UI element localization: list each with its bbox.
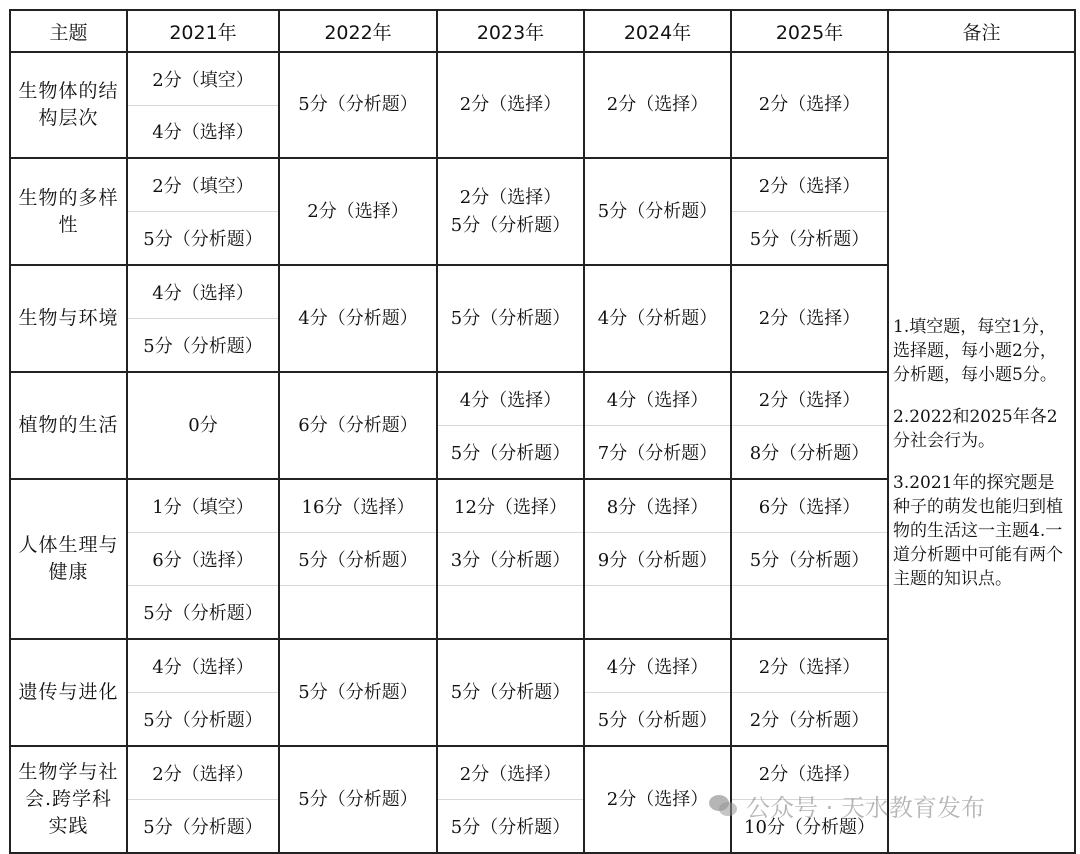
- score-list: [438, 480, 583, 638]
- score-cell-2025: [731, 372, 888, 479]
- score-list: [585, 159, 730, 264]
- score-entry: 16分（选择）: [301, 497, 415, 518]
- score-entry: 5分（分析题）: [298, 681, 418, 703]
- topic-cell: 生物与环境: [10, 265, 127, 372]
- score-entry: 1分（填空）: [152, 497, 254, 518]
- score-list: [585, 640, 730, 745]
- score-entry: 2分（选择）: [758, 657, 861, 678]
- score-entry: 4分（选择）: [606, 657, 709, 678]
- score-entry: 0分: [188, 414, 218, 436]
- score-entry: 5分（分析题）: [450, 214, 571, 236]
- score-cell-2024: [584, 265, 731, 372]
- score-cell-2022: [279, 52, 437, 158]
- score-list: [732, 480, 887, 638]
- score-list: [585, 266, 730, 371]
- header-2023: 2023年: [437, 10, 584, 52]
- score-cell-2021: [127, 479, 279, 639]
- score-list: [128, 159, 278, 264]
- topic-cell: 生物体的结构层次: [10, 52, 127, 158]
- score-entry: 5分（分析题）: [128, 692, 278, 745]
- score-cell-2023: [437, 158, 584, 265]
- score-entry: 5分（分析题）: [450, 681, 571, 703]
- score-cell-2022: [279, 158, 437, 265]
- score-cell-2021: [127, 158, 279, 265]
- score-cell-2024: [584, 639, 731, 746]
- score-entry: 2分（选择）: [459, 764, 562, 785]
- score-entry: 5分（分析题）: [298, 788, 418, 810]
- score-entry: 2分（选择）: [307, 200, 409, 222]
- score-list: [280, 480, 436, 638]
- score-list: [128, 640, 278, 745]
- score-cell-2021: [127, 746, 279, 853]
- wechat-icon: [708, 793, 738, 819]
- score-list: [280, 53, 436, 157]
- header-notes: 备注: [888, 10, 1075, 52]
- score-list: [732, 373, 887, 478]
- score-list: [585, 373, 730, 478]
- score-list: [438, 266, 583, 371]
- score-entry: 2分（选择）: [606, 94, 709, 115]
- topic-cell: 遗传与进化: [10, 639, 127, 746]
- notes-cell: [888, 52, 1075, 853]
- score-list: [732, 53, 887, 157]
- score-cell-2025: [731, 479, 888, 639]
- score-cell-2021: [127, 265, 279, 372]
- topic-cell: 生物的多样性: [10, 158, 127, 265]
- score-entry: 4分（选择）: [459, 390, 562, 411]
- score-cell-2025: [731, 265, 888, 372]
- score-list: [128, 373, 278, 478]
- watermark-text: 公众号 · 天水教育发布: [746, 794, 985, 822]
- score-cell-2023: [437, 52, 584, 158]
- score-list: [732, 640, 887, 745]
- score-entry: 4分（分析题）: [597, 307, 718, 329]
- score-entry: 5分（分析题）: [438, 799, 583, 852]
- score-entry: 5分（分析题）: [280, 532, 436, 585]
- score-cell-2025: [731, 52, 888, 158]
- score-entry: 2分（选择）: [758, 94, 861, 115]
- score-entry: 5分（分析题）: [597, 200, 718, 222]
- score-list: [438, 53, 583, 157]
- score-entry: 2分（分析题）: [732, 692, 887, 745]
- header-2021: 2021年: [127, 10, 279, 52]
- score-list: [732, 266, 887, 371]
- score-entry: 5分（分析题）: [128, 799, 278, 852]
- score-list: [280, 159, 436, 264]
- score-entry: [280, 585, 436, 638]
- score-entry: 2分（选择）: [459, 186, 562, 208]
- score-cell-2022: [279, 265, 437, 372]
- score-entry: 8分（选择）: [606, 497, 709, 518]
- header-topic: 主题: [10, 10, 127, 52]
- score-cell-2024: [584, 52, 731, 158]
- header-2024: 2024年: [584, 10, 731, 52]
- score-entry: [732, 585, 887, 638]
- score-entry: 5分（分析题）: [732, 532, 887, 585]
- score-entry: 8分（分析题）: [732, 425, 887, 478]
- score-cell-2025: [731, 639, 888, 746]
- score-entry: 2分（选择）: [606, 788, 709, 810]
- score-cell-2023: [437, 746, 584, 853]
- score-entry: 5分（分析题）: [128, 318, 278, 371]
- score-entry: 2分（选择）: [459, 94, 562, 115]
- score-entry: 4分（选择）: [128, 105, 278, 158]
- score-entry: 4分（分析题）: [298, 307, 418, 329]
- watermark: [708, 788, 985, 823]
- score-entry: 4分（选择）: [152, 657, 254, 678]
- score-entry: 2分（选择）: [758, 307, 861, 329]
- score-cell-2023: [437, 265, 584, 372]
- score-entry: 2分（选择）: [152, 764, 254, 785]
- score-entry: 5分（分析题）: [128, 585, 278, 638]
- score-entry: [585, 585, 730, 638]
- score-entry: 6分（选择）: [758, 497, 861, 518]
- score-list: [128, 266, 278, 371]
- note-item: 1.填空题，每空1分，选择题，每小题2分，分析题，每小题5分。: [893, 316, 1057, 385]
- score-cell-2024: [584, 158, 731, 265]
- score-cell-2023: [437, 372, 584, 479]
- score-entry: 6分（分析题）: [298, 414, 418, 436]
- score-entry: 4分（选择）: [606, 390, 709, 411]
- score-entry: 5分（分析题）: [128, 211, 278, 264]
- score-entry: 6分（选择）: [128, 532, 278, 585]
- score-list: [280, 373, 436, 478]
- score-cell-2024: [584, 479, 731, 639]
- score-entry: 2分（选择）: [758, 390, 861, 411]
- topic-cell: 生物学与社会.跨学科实践: [10, 746, 127, 853]
- score-entry: 9分（分析题）: [585, 532, 730, 585]
- score-list: [438, 159, 583, 264]
- score-list: [128, 747, 278, 852]
- score-entry: 2分（选择）: [758, 764, 861, 785]
- score-list: [438, 373, 583, 478]
- score-cell-2021: [127, 639, 279, 746]
- score-cell-2022: [279, 372, 437, 479]
- score-list: [128, 480, 278, 638]
- score-entry: 2分（填空）: [152, 69, 254, 91]
- score-cell-2022: [279, 639, 437, 746]
- score-cell-2022: [279, 746, 437, 853]
- score-cell-2024: [584, 372, 731, 479]
- score-cell-2023: [437, 479, 584, 639]
- score-entry: 5分（分析题）: [585, 692, 730, 745]
- score-entry: 7分（分析题）: [585, 425, 730, 478]
- score-list: [732, 159, 887, 264]
- topic-cell: 植物的生活: [10, 372, 127, 479]
- score-cell-2025: [731, 158, 888, 265]
- score-list: [438, 747, 583, 852]
- score-cell-2022: [279, 479, 437, 639]
- note-item: 2.2022和2025年各2分社会行为。: [893, 406, 1058, 451]
- table-row: [10, 52, 1075, 158]
- score-cell-2021: [127, 372, 279, 479]
- header-2022: 2022年: [279, 10, 437, 52]
- score-entry: 4分（选择）: [152, 283, 254, 304]
- score-cell-2023: [437, 639, 584, 746]
- score-entry: 2分（填空）: [152, 176, 254, 197]
- score-entry: 12分（选择）: [454, 497, 567, 518]
- score-list: [128, 53, 278, 157]
- score-list: [438, 640, 583, 745]
- score-list: [585, 53, 730, 157]
- score-table: [9, 9, 1076, 854]
- note-item: 3.2021年的探究题是种子的萌发也能归到植物的生活这一主题4.一道分析题中可能有两个主题的知识点。: [893, 472, 1063, 589]
- topic-cell: 人体生理与健康: [10, 479, 127, 639]
- score-list: [280, 640, 436, 745]
- score-list: [280, 747, 436, 852]
- score-cell-2021: [127, 52, 279, 158]
- score-entry: 5分（分析题）: [438, 425, 583, 478]
- score-entry: 5分（分析题）: [450, 307, 571, 329]
- score-list: [280, 266, 436, 371]
- score-entry: 10分（分析题）: [732, 799, 887, 852]
- score-list: [585, 480, 730, 638]
- score-entry: [438, 585, 583, 638]
- score-entry: 3分（分析题）: [438, 532, 583, 585]
- score-entry: 2分（选择）: [758, 176, 861, 197]
- header-row: [10, 10, 1075, 52]
- header-2025: 2025年: [731, 10, 888, 52]
- score-entry: 5分（分析题）: [298, 94, 418, 115]
- score-entry: 5分（分析题）: [732, 211, 887, 264]
